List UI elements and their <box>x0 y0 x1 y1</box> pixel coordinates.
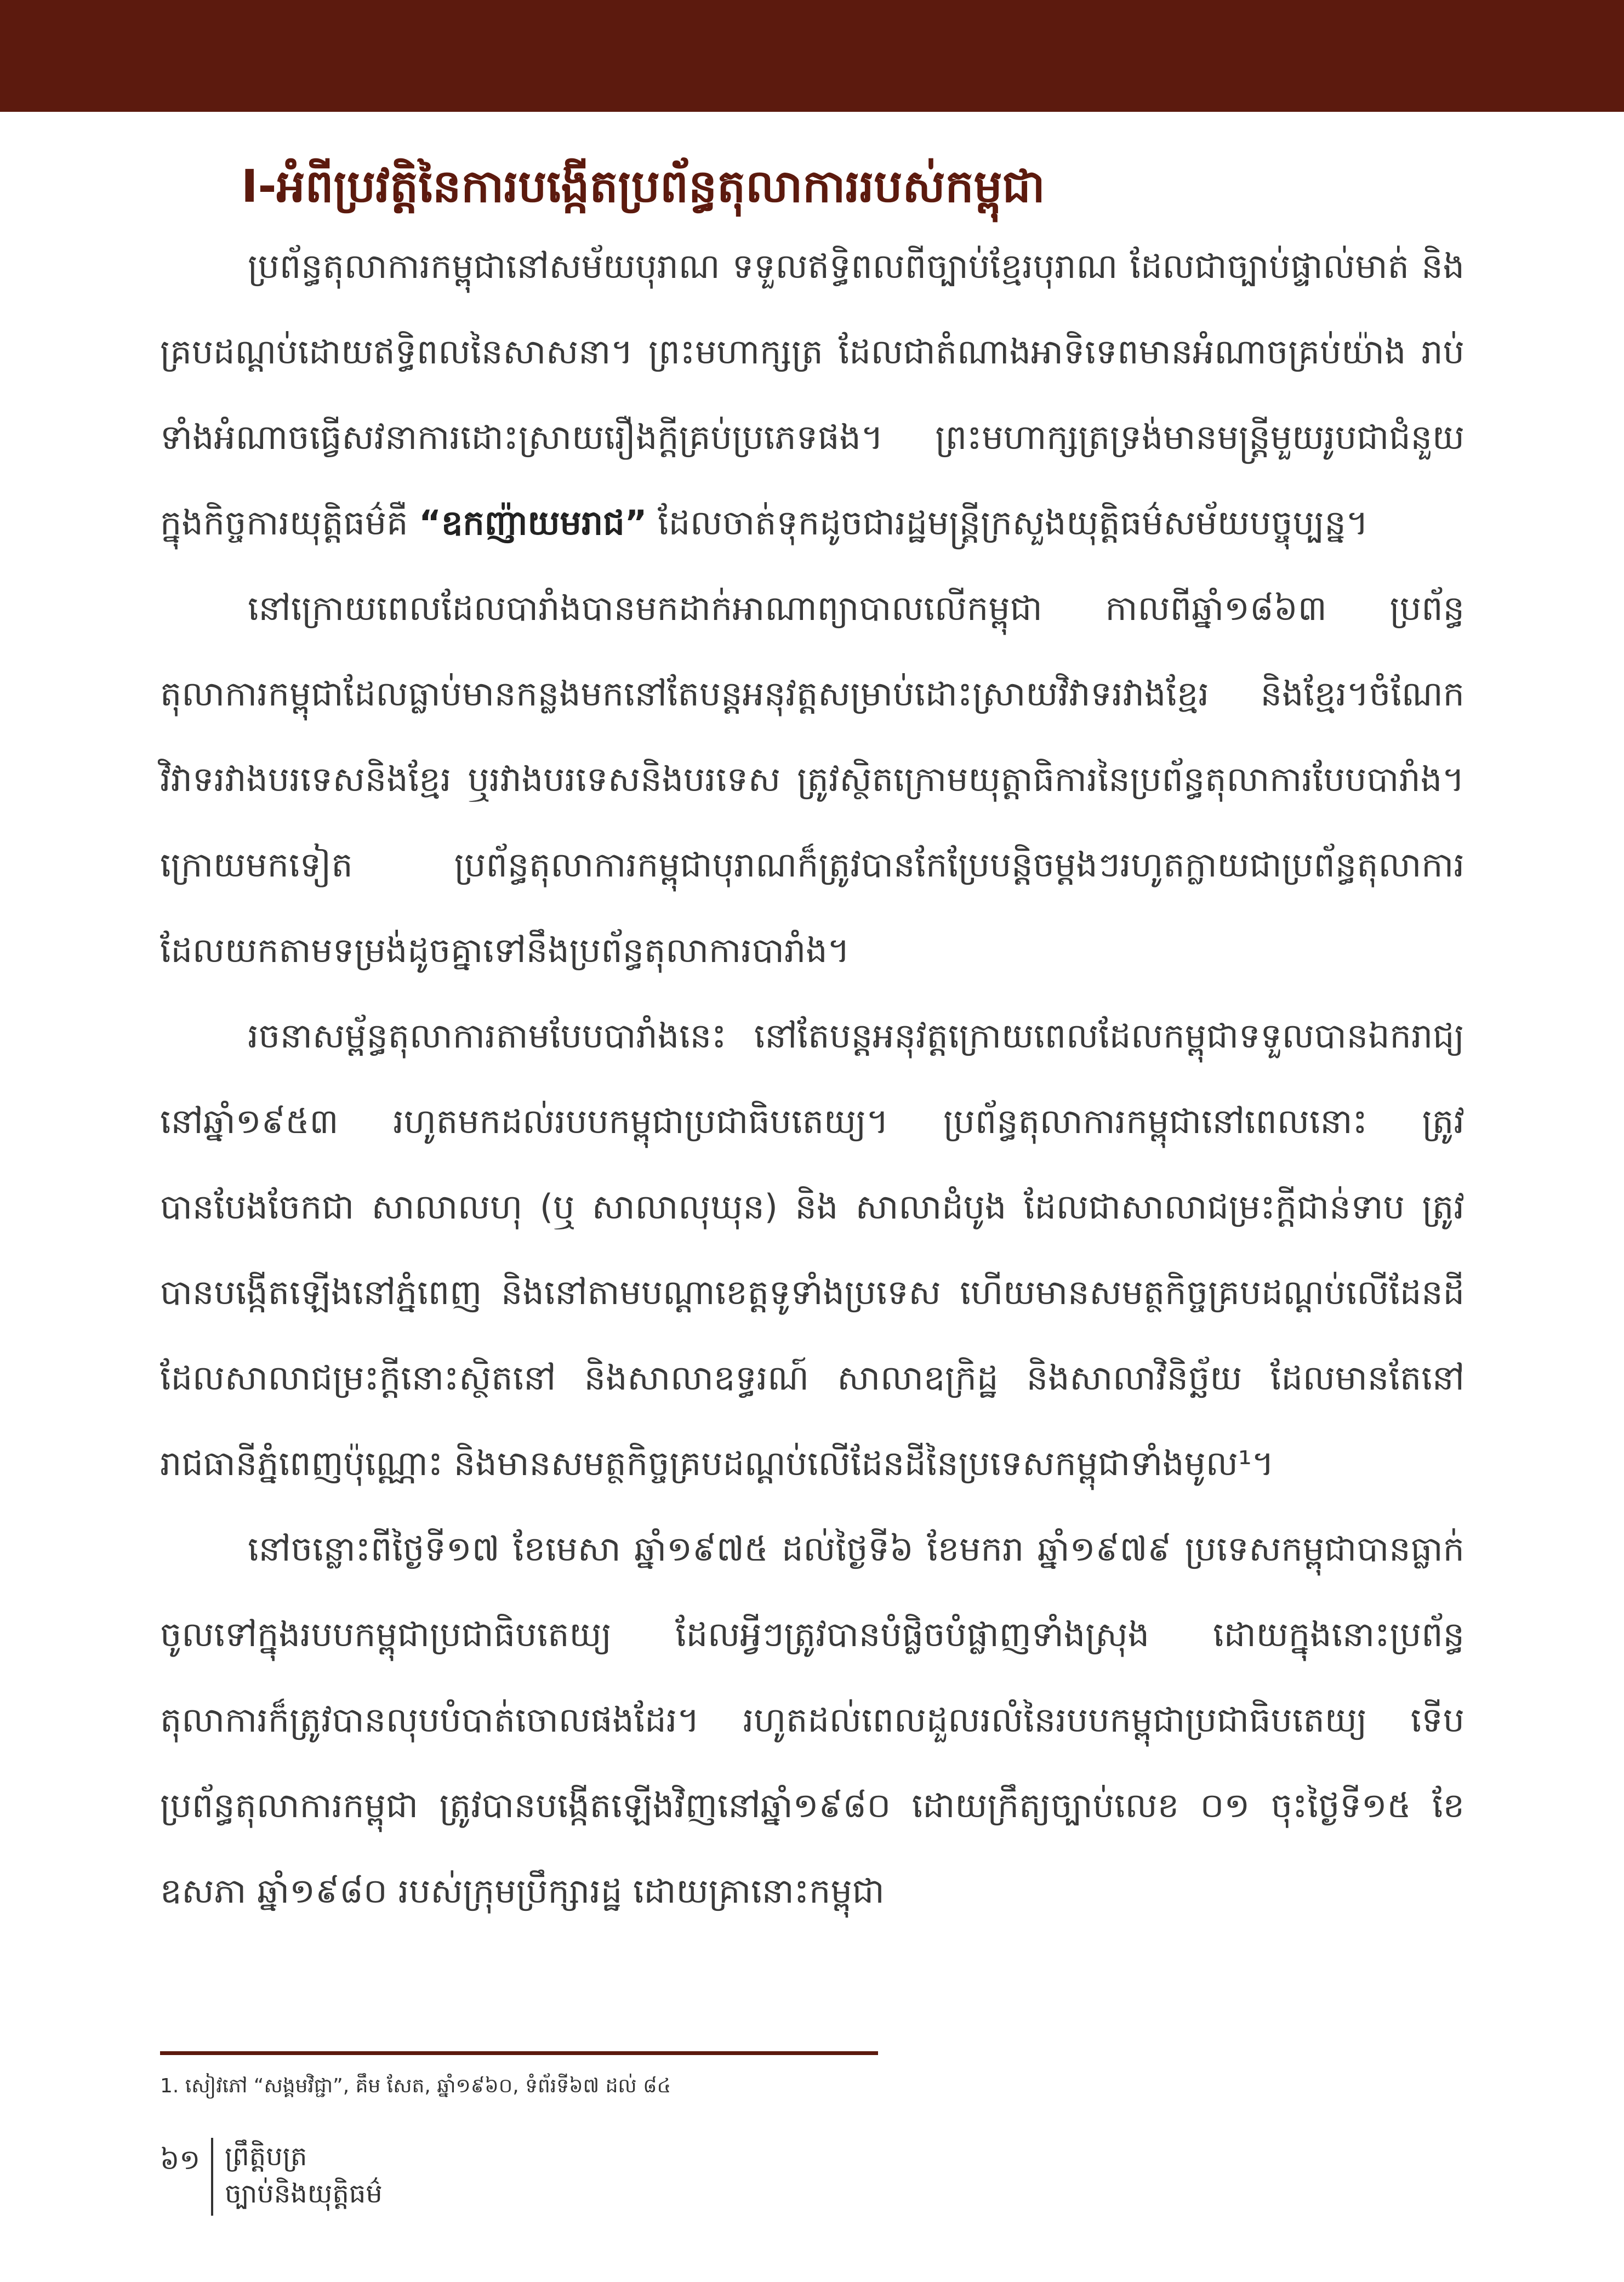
paragraph-4: នៅចន្លោះពីថ្ងៃទី១៧ ខែមេសា ឆ្នាំ១៩៧៥ ដល់ថ្ងៃទី៦ ខែមករា ឆ្នាំ១៩៧៩ ប្រទេសកម្ពុជាបានធ្លាក់ចូលទៅក្នុងរបបកម្ពុជាប្រជាធិបតេយ្យ ដែលអ្វីៗត្រូវបានបំផ្លិចបំផ្លាញទាំងស្រុង ដោយក្នុងនោះប្រព័ន្ធតុលាការក៏ត្រូវបានលុបបំបាត់ចោលផងដែរ។ រហូតដល់ពេលដួលរលំនៃរបបកម្ពុជាប្រជាធិបតេយ្យ ទើបប្រព័ន្ធតុលាការកម្ពុជា ត្រូវបានបង្កើតឡើងវិញនៅឆ្នាំ១៩៨០ ដោយក្រឹត្យច្បាប់លេខ ០១ ចុះថ្ងៃទី១៥ ខែឧសភា ឆ្នាំ១៩៨០ របស់ក្រុមប្រឹក្សារដ្ឋ ដោយគ្រានោះកម្ពុជា <box>160 1529 1465 1911</box>
paragraph-1-end: ដែលចាត់ទុកដូចជារដ្ឋមន្ត្រីក្រសួងយុត្តិធម៌សម័យបច្ចុប្បន្ន។ <box>647 503 1369 543</box>
section-title: I-អំពីប្រវត្តិនៃការបង្កើតប្រព័ន្ធតុលាការរបស់កម្ពុជា <box>241 161 1045 213</box>
footer-divider <box>211 2138 213 2216</box>
title-okhna-yomareach: “ឧកញ៉ាយមរាជ” <box>419 503 647 543</box>
body-text <box>160 224 1465 1934</box>
header-band <box>0 0 1624 112</box>
page-number: ៦១ <box>160 2144 201 2176</box>
paragraph-1-start: ប្រព័ន្ធតុលាការកម្ពុជានៅសម័យបុរាណ ទទួលឥទ្ធិពលពីច្បាប់ខ្មែរបុរាណ ដែលជាច្បាប់ផ្ទាល់មាត់ និងគ្របដណ្ដប់ដោយឥទ្ធិពលនៃសាសនា។ ព្រះមហាក្សត្រ ដែលជាតំណាងអាទិទេពមានអំណាចគ្រប់យ៉ាង រាប់ទាំងអំណាចធ្វើសវនាការដោះស្រាយរឿងក្ដីគ្រប់ប្រភេទផង។ ព្រះមហាក្សត្រទ្រង់មានមន្ត្រីមួយរូបជាជំនួយក្នុងកិច្ចការយុត្តិធម៌គឺ <box>160 246 1465 543</box>
footnote: 1. សៀវភៅ “សង្គមវិជ្ជា”, គឹម សែត, ឆ្នាំ១៩៦០, ទំព័រទី៦៧ ដល់ ៨៤ <box>160 2075 671 2097</box>
footnote-divider <box>160 2051 878 2055</box>
paragraph-1 <box>160 224 1465 566</box>
publication-line-1: ព្រឹត្តិបត្រ <box>225 2141 307 2172</box>
paragraph-2: នៅក្រោយពេលដែលបារាំងបានមកដាក់អាណាព្យាបាលលើកម្ពុជា កាលពីឆ្នាំ១៨៦៣ ប្រព័ន្ធតុលាការកម្ពុជាដែលធ្លាប់មានកន្លងមកនៅតែបន្តអនុវត្តសម្រាប់ដោះស្រាយវិវាទរវាងខ្មែរ និងខ្មែរ។ចំណែកវិវាទរវាងបរទេសនិងខ្មែរ ឬរវាងបរទេសនិងបរទេស ត្រូវស្ថិតក្រោមយុត្តាធិការនៃប្រព័ន្ធតុលាការបែបបារាំង។ ក្រោយមកទៀត ប្រព័ន្ធតុលាការកម្ពុជាបុរាណក៏ត្រូវបានកែប្រែបន្តិចម្ដងៗរហូតក្លាយជាប្រព័ន្ធតុលាការដែលយកតាមទម្រង់ដូចគ្នាទៅនឹងប្រព័ន្ធតុលាការបារាំង។ <box>160 588 1465 970</box>
publication-name <box>225 2138 383 2212</box>
publication-line-2: ច្បាប់និងយុត្តិធម៌ <box>225 2178 383 2209</box>
paragraph-3: រចនាសម្ព័ន្ធតុលាការតាមបែបបារាំងនេះ នៅតែបន្តអនុវត្តក្រោយពេលដែលកម្ពុជាទទួលបានឯករាជ្យនៅឆ្នាំ១៩៥៣ រហូតមកដល់របបកម្ពុជាប្រជាធិបតេយ្យ។ ប្រព័ន្ធតុលាការកម្ពុជានៅពេលនោះ ត្រូវបានបែងចែកជា សាលាលហុ (ឬ សាលាលុឃុន) និង សាលាដំបូង ដែលជាសាលាជម្រះក្ដីជាន់ទាប ត្រូវបានបង្កើតឡើងនៅភ្នំពេញ និងនៅតាមបណ្ដាខេត្តទូទាំងប្រទេស ហើយមានសមត្ថកិច្ចគ្របដណ្ដប់លើដែនដីដែលសាលាជម្រះក្ដីនោះស្ថិតនៅ និងសាលាឧទ្ធរណ៍ សាលាឧក្រិដ្ឋ និងសាលាវិនិច្ឆ័យ ដែលមានតែនៅរាជធានីភ្នំពេញប៉ុណ្ណោះ និងមានសមត្ថកិច្ចគ្របដណ្ដប់លើដែនដីនៃប្រទេសកម្ពុជាទាំងមូល¹។ <box>160 1016 1465 1483</box>
